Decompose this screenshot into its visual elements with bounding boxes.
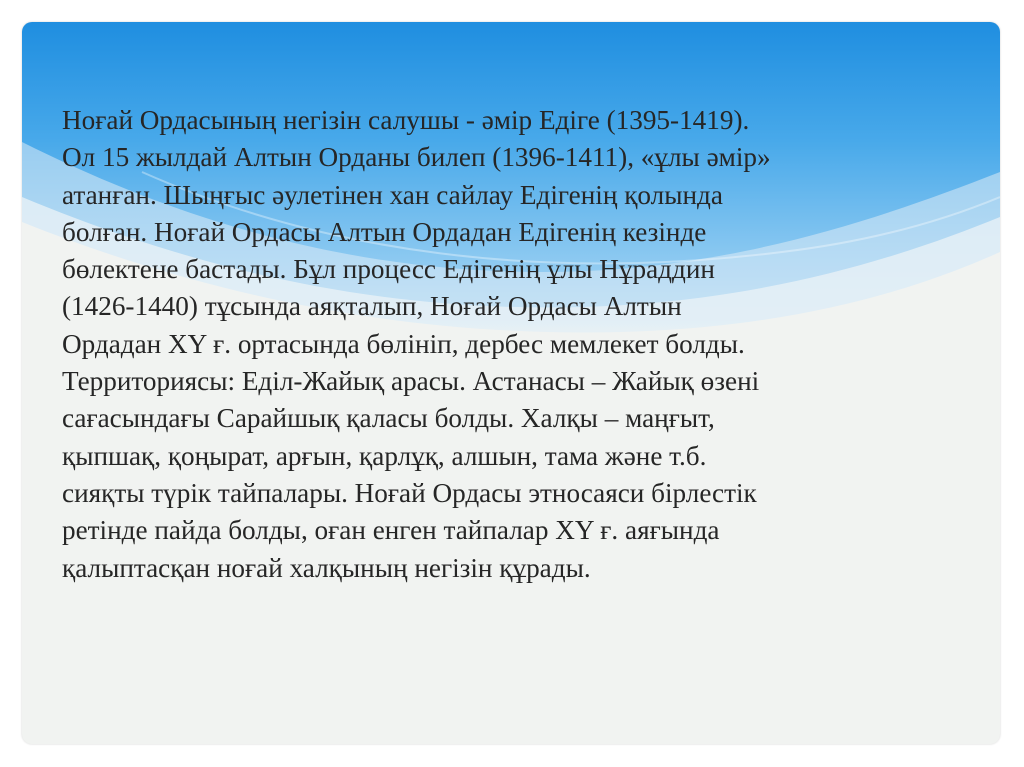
text-line: бөлектене бастады. Бұл процесс Едігенің ұлы Нұраддин xyxy=(62,254,715,285)
text-line: (1426-1440) тұсында аяқталып, Ноғай Ордасы Алтын xyxy=(62,291,682,322)
text-line: ретінде пайда болды, оған енген тайпалар XY ғ. аяғында xyxy=(62,515,720,546)
text-line: Ордадан XY ғ. ортасында бөлініп, дербес мемлекет болды. xyxy=(62,328,745,359)
slide xyxy=(22,22,1000,744)
text-line: қыпшақ, қоңырат, арғын, қарлұқ, алшын, тама және т.б. xyxy=(62,440,707,471)
text-line: қалыптасқан ноғай халқының негізін құрады. xyxy=(62,552,591,583)
text-line: сияқты түрік тайпалары. Ноғай Ордасы этносаяси бірлестік xyxy=(62,477,757,508)
text-line: Ноғай Ордасының негізін салушы - әмір Едіге (1395-1419). xyxy=(62,105,750,135)
text-line: Территориясы: Еділ-Жайық арасы. Астанасы – Жайық өзені xyxy=(62,366,760,397)
text-line: атанған. Шыңғыс әулетінен хан сайлау Едігенің қолында xyxy=(62,179,723,210)
text-line: болған. Ноғай Ордасы Алтын Ордадан Едігенің кезінде xyxy=(62,216,707,247)
slide-body-text xyxy=(62,102,962,587)
text-line: Ол 15 жылдай Алтын Орданы билеп (1396-1411), «ұлы әмір» xyxy=(62,142,771,173)
text-line: сағасындағы Сарайшық қаласы болды. Халқы – маңғыт, xyxy=(62,403,715,434)
